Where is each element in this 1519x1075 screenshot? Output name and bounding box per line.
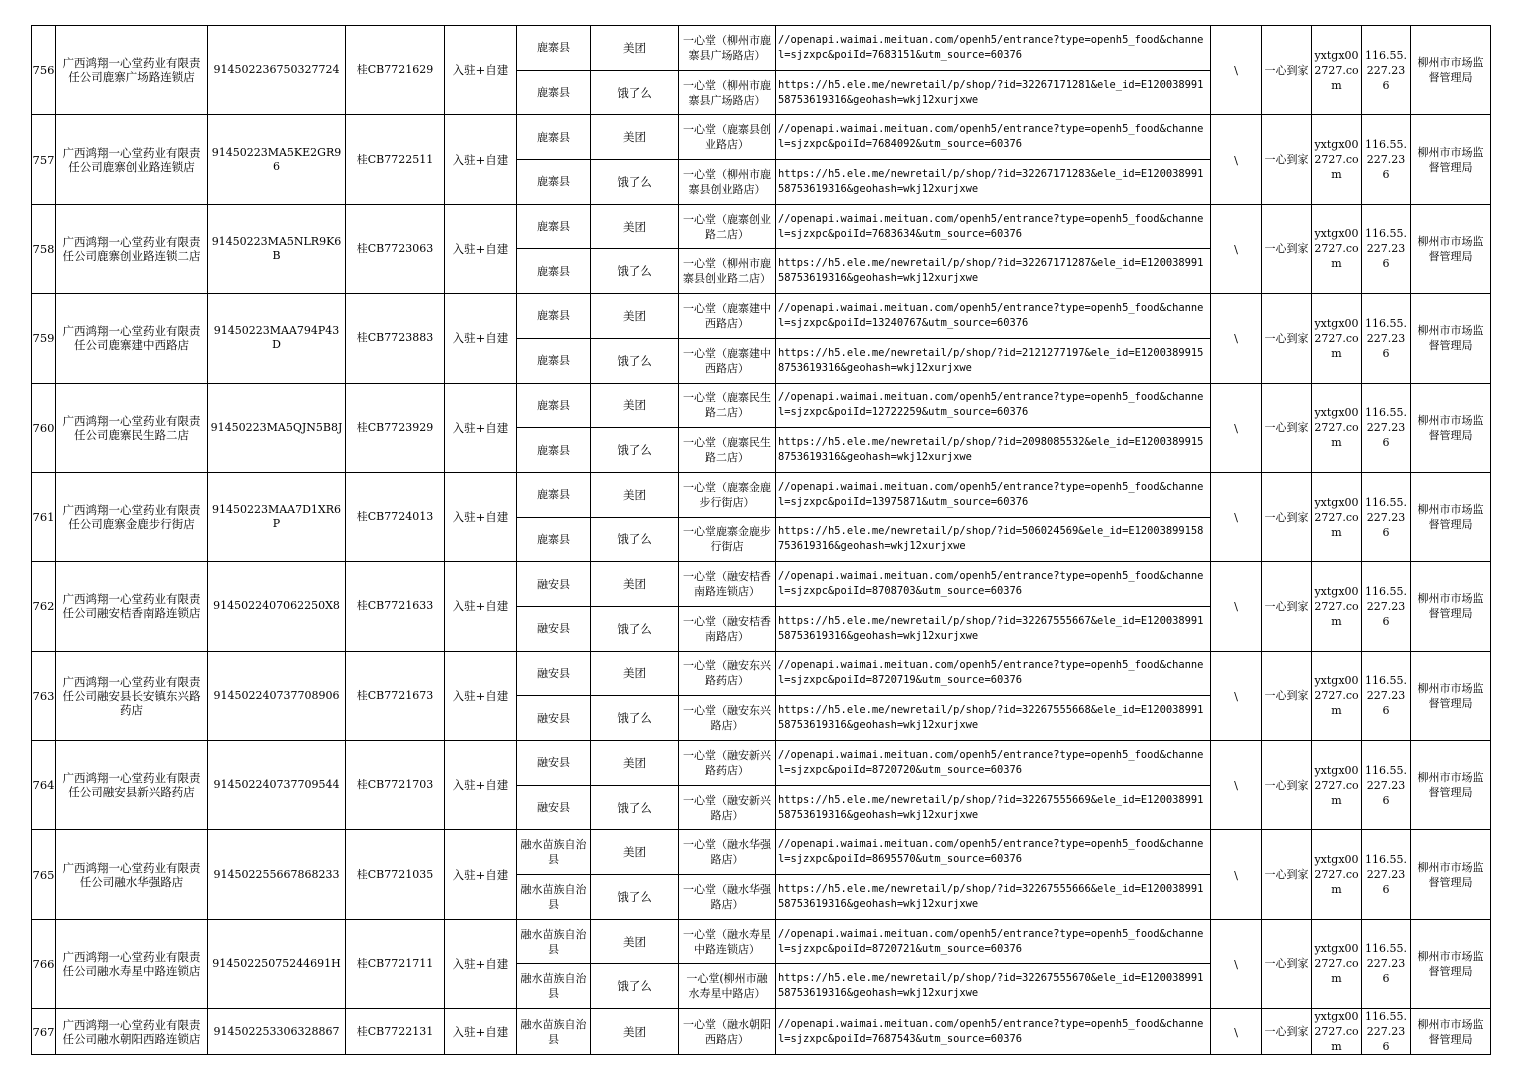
county-cell: 融安县 — [517, 562, 591, 607]
store-url-cell: https://h5.ele.me/newretail/p/shop/?id=32267555666&ele_id=E12003899158753619316&geohash=wkj12xurjxwe — [776, 875, 1211, 920]
business-mode-cell: 入驻+自建 — [445, 919, 517, 1008]
domain-cell: yxtgx002727.com — [1312, 383, 1362, 472]
store-name-cell: 一心堂（柳州市鹿寨县广场路店） — [679, 26, 776, 71]
row-number-cell: 764 — [32, 741, 56, 830]
platform-cell: 饿了么 — [591, 70, 679, 115]
store-name-cell: 一心堂（鹿寨县创业路店） — [679, 115, 776, 160]
table-row — [32, 651, 1491, 696]
county-cell: 融安县 — [517, 785, 591, 830]
ip-address-cell: 116.55.227.236 — [1362, 115, 1411, 204]
separator-cell: \ — [1211, 472, 1262, 561]
store-name-cell: 一心堂(柳州市融水寿星中路店） — [679, 964, 776, 1009]
business-mode-cell: 入驻+自建 — [445, 294, 517, 383]
county-cell: 鹿寨县 — [517, 115, 591, 160]
store-url-cell: https://h5.ele.me/newretail/p/shop/?id=2121277197&ele_id=E12003899158753619316&geohash=wkj12xurjxwe — [776, 338, 1211, 383]
county-cell: 鹿寨县 — [517, 472, 591, 517]
separator-cell: \ — [1211, 294, 1262, 383]
company-name-cell: 广西鸿翔一心堂药业有限责任公司融安县长安镇东兴路药店 — [56, 651, 208, 740]
store-name-cell: 一心堂（鹿寨民生路二店） — [679, 383, 776, 428]
domain-cell: yxtgx002727.com — [1312, 830, 1362, 919]
business-mode-cell: 入驻+自建 — [445, 383, 517, 472]
ip-address-cell: 116.55.227.236 — [1362, 919, 1411, 1008]
store-name-cell: 一心堂（融安东兴路店） — [679, 696, 776, 741]
license-number-cell: 桂CB7721633 — [346, 562, 445, 651]
credit-code-cell: 914502240737709544 — [208, 741, 346, 830]
license-number-cell: 桂CB7722511 — [346, 115, 445, 204]
table-row — [32, 830, 1491, 875]
county-cell: 鹿寨县 — [517, 160, 591, 205]
platform-cell: 美团 — [591, 741, 679, 786]
county-cell: 融水苗族自治县 — [517, 1009, 591, 1055]
table-row — [32, 294, 1491, 339]
domain-cell: yxtgx002727.com — [1312, 472, 1362, 561]
app-name-cell: 一心到家 — [1262, 294, 1312, 383]
store-name-cell: 一心堂（柳州市鹿寨县广场路店） — [679, 70, 776, 115]
table-row — [32, 1009, 1491, 1055]
app-name-cell: 一心到家 — [1262, 562, 1312, 651]
platform-cell: 饿了么 — [591, 338, 679, 383]
app-name-cell: 一心到家 — [1262, 741, 1312, 830]
app-name-cell: 一心到家 — [1262, 1009, 1312, 1055]
store-url-cell: //openapi.waimai.meituan.com/openh5/entrance?type=openh5_food&channel=sjzxpc&poiId=7683634&utm_source=60376 — [776, 204, 1211, 249]
county-cell: 鹿寨县 — [517, 338, 591, 383]
store-url-cell: https://h5.ele.me/newretail/p/shop/?id=32267555670&ele_id=E12003899158753619316&geohash=wkj12xurjxwe — [776, 964, 1211, 1009]
store-url-cell: //openapi.waimai.meituan.com/openh5/entrance?type=openh5_food&channel=sjzxpc&poiId=7687543&utm_source=60376 — [776, 1009, 1211, 1055]
row-number-cell: 762 — [32, 562, 56, 651]
license-number-cell: 桂CB7721673 — [346, 651, 445, 740]
table-row — [32, 26, 1491, 71]
authority-cell: 柳州市市场监督管理局 — [1411, 472, 1491, 561]
table-row — [32, 741, 1491, 786]
platform-cell: 饿了么 — [591, 160, 679, 205]
authority-cell: 柳州市市场监督管理局 — [1411, 1009, 1491, 1055]
domain-cell: yxtgx002727.com — [1312, 651, 1362, 740]
ip-address-cell: 116.55.227.236 — [1362, 294, 1411, 383]
store-url-cell: https://h5.ele.me/newretail/p/shop/?id=506024569&ele_id=E12003899158753619316&geohash=wkj12xurjxwe — [776, 517, 1211, 562]
separator-cell: \ — [1211, 115, 1262, 204]
row-number-cell: 760 — [32, 383, 56, 472]
county-cell: 鹿寨县 — [517, 26, 591, 71]
store-url-cell: //openapi.waimai.meituan.com/openh5/entrance?type=openh5_food&channel=sjzxpc&poiId=8720721&utm_source=60376 — [776, 919, 1211, 964]
business-mode-cell: 入驻+自建 — [445, 115, 517, 204]
license-number-cell: 桂CB7723063 — [346, 204, 445, 293]
platform-cell: 美团 — [591, 651, 679, 696]
store-url-cell: https://h5.ele.me/newretail/p/shop/?id=32267555668&ele_id=E12003899158753619316&geohash=wkj12xurjxwe — [776, 696, 1211, 741]
county-cell: 融水苗族自治县 — [517, 875, 591, 920]
ip-address-cell: 116.55.227.236 — [1362, 830, 1411, 919]
platform-cell: 饿了么 — [591, 696, 679, 741]
company-name-cell: 广西鸿翔一心堂药业有限责任公司鹿寨建中西路店 — [56, 294, 208, 383]
store-name-cell: 一心堂（融水朝阳西路店） — [679, 1009, 776, 1055]
row-number-cell: 758 — [32, 204, 56, 293]
store-name-cell: 一心堂（鹿寨民生路二店） — [679, 428, 776, 473]
county-cell: 鹿寨县 — [517, 428, 591, 473]
separator-cell: \ — [1211, 562, 1262, 651]
county-cell: 融水苗族自治县 — [517, 830, 591, 875]
county-cell: 鹿寨县 — [517, 294, 591, 339]
business-mode-cell: 入驻+自建 — [445, 472, 517, 561]
app-name-cell: 一心到家 — [1262, 651, 1312, 740]
platform-cell: 美团 — [591, 115, 679, 160]
business-mode-cell: 入驻+自建 — [445, 741, 517, 830]
app-name-cell: 一心到家 — [1262, 919, 1312, 1008]
business-mode-cell: 入驻+自建 — [445, 651, 517, 740]
credit-code-cell: 91450223MA5QJN5B8J — [208, 383, 346, 472]
store-url-cell: //openapi.waimai.meituan.com/openh5/entrance?type=openh5_food&channel=sjzxpc&poiId=7684092&utm_source=60376 — [776, 115, 1211, 160]
county-cell: 鹿寨县 — [517, 517, 591, 562]
company-name-cell: 广西鸿翔一心堂药业有限责任公司鹿寨创业路连锁店 — [56, 115, 208, 204]
authority-cell: 柳州市市场监督管理局 — [1411, 562, 1491, 651]
store-url-cell: https://h5.ele.me/newretail/p/shop/?id=32267171283&ele_id=E12003899158753619316&geohash=wkj12xurjxwe — [776, 160, 1211, 205]
platform-cell: 饿了么 — [591, 517, 679, 562]
platform-cell: 美团 — [591, 204, 679, 249]
domain-cell: yxtgx002727.com — [1312, 26, 1362, 115]
table-row — [32, 115, 1491, 160]
ip-address-cell: 116.55.227.236 — [1362, 204, 1411, 293]
county-cell: 融安县 — [517, 651, 591, 696]
county-cell: 融水苗族自治县 — [517, 919, 591, 964]
pharmacy-store-table — [31, 25, 1491, 1055]
store-name-cell: 一心堂（融安东兴路药店） — [679, 651, 776, 696]
store-name-cell: 一心堂（融水华强路店） — [679, 830, 776, 875]
app-name-cell: 一心到家 — [1262, 26, 1312, 115]
store-name-cell: 一心堂（融安新兴路药店） — [679, 741, 776, 786]
platform-cell: 美团 — [591, 562, 679, 607]
store-url-cell: https://h5.ele.me/newretail/p/shop/?id=32267171281&ele_id=E12003899158753619316&geohash=wkj12xurjxwe — [776, 70, 1211, 115]
county-cell: 融安县 — [517, 606, 591, 651]
app-name-cell: 一心到家 — [1262, 472, 1312, 561]
county-cell: 鹿寨县 — [517, 249, 591, 294]
license-number-cell: 桂CB7723929 — [346, 383, 445, 472]
authority-cell: 柳州市市场监督管理局 — [1411, 651, 1491, 740]
app-name-cell: 一心到家 — [1262, 830, 1312, 919]
credit-code-cell: 914502253306328867 — [208, 1009, 346, 1055]
store-url-cell: //openapi.waimai.meituan.com/openh5/entrance?type=openh5_food&channel=sjzxpc&poiId=8695570&utm_source=60376 — [776, 830, 1211, 875]
county-cell: 融安县 — [517, 741, 591, 786]
credit-code-cell: 91450223MAA794P43D — [208, 294, 346, 383]
business-mode-cell: 入驻+自建 — [445, 830, 517, 919]
company-name-cell: 广西鸿翔一心堂药业有限责任公司融安桔香南路连锁店 — [56, 562, 208, 651]
store-name-cell: 一心堂鹿寨金鹿步行街店 — [679, 517, 776, 562]
county-cell: 鹿寨县 — [517, 204, 591, 249]
ip-address-cell: 116.55.227.236 — [1362, 562, 1411, 651]
ip-address-cell: 116.55.227.236 — [1362, 26, 1411, 115]
table-row — [32, 383, 1491, 428]
credit-code-cell: 91450223MAA7D1XR6P — [208, 472, 346, 561]
store-name-cell: 一心堂（融水寿星中路连锁店） — [679, 919, 776, 964]
platform-cell: 美团 — [591, 830, 679, 875]
platform-cell: 饿了么 — [591, 875, 679, 920]
platform-cell: 饿了么 — [591, 428, 679, 473]
store-name-cell: 一心堂（融安新兴路店） — [679, 785, 776, 830]
separator-cell: \ — [1211, 830, 1262, 919]
store-name-cell: 一心堂（柳州市鹿寨县创业路二店） — [679, 249, 776, 294]
business-mode-cell: 入驻+自建 — [445, 26, 517, 115]
platform-cell: 美团 — [591, 294, 679, 339]
credit-code-cell: 91450223675032772​4 — [208, 26, 346, 115]
business-mode-cell: 入驻+自建 — [445, 1009, 517, 1055]
ip-address-cell: 116.55.227.236 — [1362, 741, 1411, 830]
store-url-cell: //openapi.waimai.meituan.com/openh5/entrance?type=openh5_food&channel=sjzxpc&poiId=8708703&utm_source=60376 — [776, 562, 1211, 607]
row-number-cell: 763 — [32, 651, 56, 740]
ip-address-cell: 116.55.227.236 — [1362, 383, 1411, 472]
platform-cell: 美团 — [591, 472, 679, 517]
company-name-cell: 广西鸿翔一心堂药业有限责任公司鹿寨广场路连锁店 — [56, 26, 208, 115]
platform-cell: 美团 — [591, 26, 679, 71]
domain-cell: yxtgx002727.com — [1312, 204, 1362, 293]
company-name-cell: 广西鸿翔一心堂药业有限责任公司融安县新兴路药店 — [56, 741, 208, 830]
store-name-cell: 一心堂（鹿寨金鹿步行街店） — [679, 472, 776, 517]
store-url-cell: https://h5.ele.me/newretail/p/shop/?id=32267555669&ele_id=E12003899158753619316&geohash=wkj12xurjxwe — [776, 785, 1211, 830]
credit-code-cell: 91450223MA5KE2GR96 — [208, 115, 346, 204]
store-url-cell: https://h5.ele.me/newretail/p/shop/?id=32267555667&ele_id=E12003899158753619316&geohash=wkj12xurjxwe — [776, 606, 1211, 651]
app-name-cell: 一心到家 — [1262, 115, 1312, 204]
company-name-cell: 广西鸿翔一心堂药业有限责任公司鹿寨金鹿步行街店 — [56, 472, 208, 561]
store-url-cell: https://h5.ele.me/newretail/p/shop/?id=2098085532&ele_id=E12003899158753619316&geohash=wkj12xurjxwe — [776, 428, 1211, 473]
business-mode-cell: 入驻+自建 — [445, 562, 517, 651]
authority-cell: 柳州市市场监督管理局 — [1411, 115, 1491, 204]
authority-cell: 柳州市市场监督管理局 — [1411, 294, 1491, 383]
store-name-cell: 一心堂（鹿寨创业路二店） — [679, 204, 776, 249]
authority-cell: 柳州市市场监督管理局 — [1411, 741, 1491, 830]
separator-cell: \ — [1211, 919, 1262, 1008]
county-cell: 融安县 — [517, 696, 591, 741]
domain-cell: yxtgx002727.com — [1312, 1009, 1362, 1055]
separator-cell: \ — [1211, 651, 1262, 740]
store-url-cell: //openapi.waimai.meituan.com/openh5/entrance?type=openh5_food&channel=sjzxpc&poiId=7683151&utm_source=60376 — [776, 26, 1211, 71]
business-mode-cell: 入驻+自建 — [445, 204, 517, 293]
store-name-cell: 一心堂（柳州市鹿寨县创业路店） — [679, 160, 776, 205]
company-name-cell: 广西鸿翔一心堂药业有限责任公司融水朝阳西路连锁店 — [56, 1009, 208, 1055]
store-name-cell: 一心堂（鹿寨建中西路店） — [679, 338, 776, 383]
credit-code-cell: 91450223MA5NLR9K6B — [208, 204, 346, 293]
store-url-cell: //openapi.waimai.meituan.com/openh5/entrance?type=openh5_food&channel=sjzxpc&poiId=13975871&utm_source=60376 — [776, 472, 1211, 517]
platform-cell: 美团 — [591, 1009, 679, 1055]
authority-cell: 柳州市市场监督管理局 — [1411, 919, 1491, 1008]
app-name-cell: 一心到家 — [1262, 383, 1312, 472]
store-name-cell: 一心堂（鹿寨建中西路店） — [679, 294, 776, 339]
license-number-cell: 桂CB7724013 — [346, 472, 445, 561]
store-url-cell: //openapi.waimai.meituan.com/openh5/entrance?type=openh5_food&channel=sjzxpc&poiId=8720719&utm_source=60376 — [776, 651, 1211, 696]
table-row — [32, 472, 1491, 517]
store-url-cell: //openapi.waimai.meituan.com/openh5/entrance?type=openh5_food&channel=sjzxpc&poiId=13240767&utm_source=60376 — [776, 294, 1211, 339]
domain-cell: yxtgx002727.com — [1312, 115, 1362, 204]
row-number-cell: 757 — [32, 115, 56, 204]
store-url-cell: //openapi.waimai.meituan.com/openh5/entrance?type=openh5_food&channel=sjzxpc&poiId=8720720&utm_source=60376 — [776, 741, 1211, 786]
table-row — [32, 919, 1491, 964]
authority-cell: 柳州市市场监督管理局 — [1411, 26, 1491, 115]
row-number-cell: 765 — [32, 830, 56, 919]
table-row — [32, 562, 1491, 607]
company-name-cell: 广西鸿翔一心堂药业有限责任公司鹿寨创业路连锁二店 — [56, 204, 208, 293]
row-number-cell: 766 — [32, 919, 56, 1008]
row-number-cell: 761 — [32, 472, 56, 561]
row-number-cell: 756 — [32, 26, 56, 115]
domain-cell: yxtgx002727.com — [1312, 741, 1362, 830]
license-number-cell: 桂CB7722131 — [346, 1009, 445, 1055]
store-url-cell: https://h5.ele.me/newretail/p/shop/?id=32267171287&ele_id=E12003899158753619316&geohash=wkj12xurjxwe — [776, 249, 1211, 294]
domain-cell: yxtgx002727.com — [1312, 294, 1362, 383]
ip-address-cell: 116.55.227.236 — [1362, 651, 1411, 740]
authority-cell: 柳州市市场监督管理局 — [1411, 830, 1491, 919]
county-cell: 鹿寨县 — [517, 383, 591, 428]
platform-cell: 美团 — [591, 919, 679, 964]
store-name-cell: 一心堂（融安桔香南路店） — [679, 606, 776, 651]
platform-cell: 饿了么 — [591, 964, 679, 1009]
license-number-cell: 桂CB7721629 — [346, 26, 445, 115]
separator-cell: \ — [1211, 26, 1262, 115]
credit-code-cell: 914502240706225​0X8 — [208, 562, 346, 651]
ip-address-cell: 116.55.227.236 — [1362, 472, 1411, 561]
platform-cell: 饿了么 — [591, 785, 679, 830]
license-number-cell: 桂CB7723883 — [346, 294, 445, 383]
authority-cell: 柳州市市场监督管理局 — [1411, 204, 1491, 293]
store-name-cell: 一心堂（融安桔香南路连锁店） — [679, 562, 776, 607]
row-number-cell: 759 — [32, 294, 56, 383]
credit-code-cell: 914502240737708906 — [208, 651, 346, 740]
app-name-cell: 一心到家 — [1262, 204, 1312, 293]
store-name-cell: 一心堂（融水华强路店） — [679, 875, 776, 920]
license-number-cell: 桂CB7721035 — [346, 830, 445, 919]
platform-cell: 美团 — [591, 383, 679, 428]
company-name-cell: 广西鸿翔一心堂药业有限责任公司融水华强路店 — [56, 830, 208, 919]
company-name-cell: 广西鸿翔一心堂药业有限责任公司鹿寨民生路二店 — [56, 383, 208, 472]
separator-cell: \ — [1211, 204, 1262, 293]
store-url-cell: //openapi.waimai.meituan.com/openh5/entrance?type=openh5_food&channel=sjzxpc&poiId=12722259&utm_source=60376 — [776, 383, 1211, 428]
separator-cell: \ — [1211, 383, 1262, 472]
domain-cell: yxtgx002727.com — [1312, 562, 1362, 651]
ip-address-cell: 116.55.227.236 — [1362, 1009, 1411, 1055]
platform-cell: 饿了么 — [591, 249, 679, 294]
license-number-cell: 桂CB7721703 — [346, 741, 445, 830]
domain-cell: yxtgx002727.com — [1312, 919, 1362, 1008]
county-cell: 鹿寨县 — [517, 70, 591, 115]
credit-code-cell: 914502255667868233 — [208, 830, 346, 919]
separator-cell: \ — [1211, 1009, 1262, 1055]
authority-cell: 柳州市市场监督管理局 — [1411, 383, 1491, 472]
county-cell: 融水苗族自治县 — [517, 964, 591, 1009]
license-number-cell: 桂CB7721711 — [346, 919, 445, 1008]
company-name-cell: 广西鸿翔一心堂药业有限责任公司融水寿星中路连锁店 — [56, 919, 208, 1008]
separator-cell: \ — [1211, 741, 1262, 830]
platform-cell: 饿了么 — [591, 606, 679, 651]
row-number-cell: 767 — [32, 1009, 56, 1055]
credit-code-cell: 91450225075244691H — [208, 919, 346, 1008]
table-row — [32, 204, 1491, 249]
